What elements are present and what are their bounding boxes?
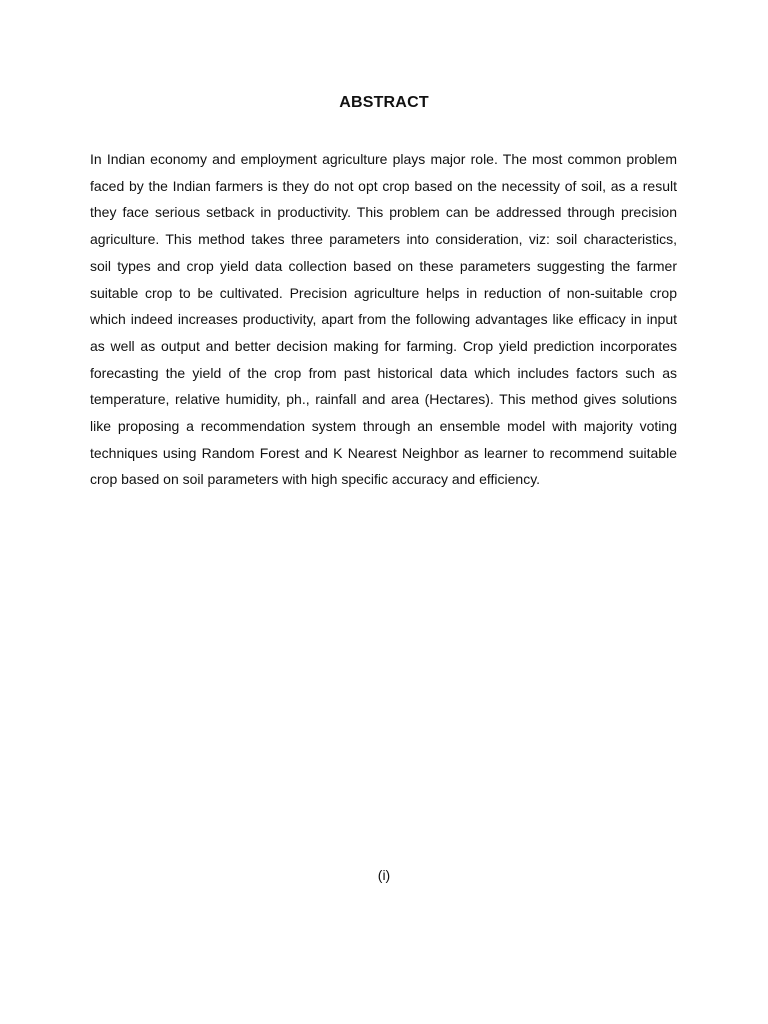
page-number: (i) bbox=[377, 867, 391, 883]
abstract-heading: ABSTRACT bbox=[339, 94, 429, 111]
abstract-paragraph: In Indian economy and employment agriculture plays major role. The most common problem faced by the Indian farmers is they do not opt crop based on the necessity of soil, as a result they face serious setback in productivity. This problem can be addressed through precision agriculture. This method takes three parameters into consideration, viz: soil characteristics, soil types and crop yield data collection based on these parameters suggesting the farmer suitable crop to be cultivated. Precision agriculture helps in reduction of non-suitable crop which indeed increases productivity, apart from the following advantages like efficacy in input as well as output and better decision making for farming. Crop yield prediction incorporates forecasting the yield of the crop from past historical data which includes factors such as temperature, relative humidity, ph., rainfall and area (Hectares). This method gives solutions like proposing a recommendation system through an ensemble model with majority voting techniques using Random Forest and K Nearest Neighbor as learner to recommend suitable crop based on soil parameters with high specific accuracy and efficiency. bbox=[90, 151, 677, 488]
